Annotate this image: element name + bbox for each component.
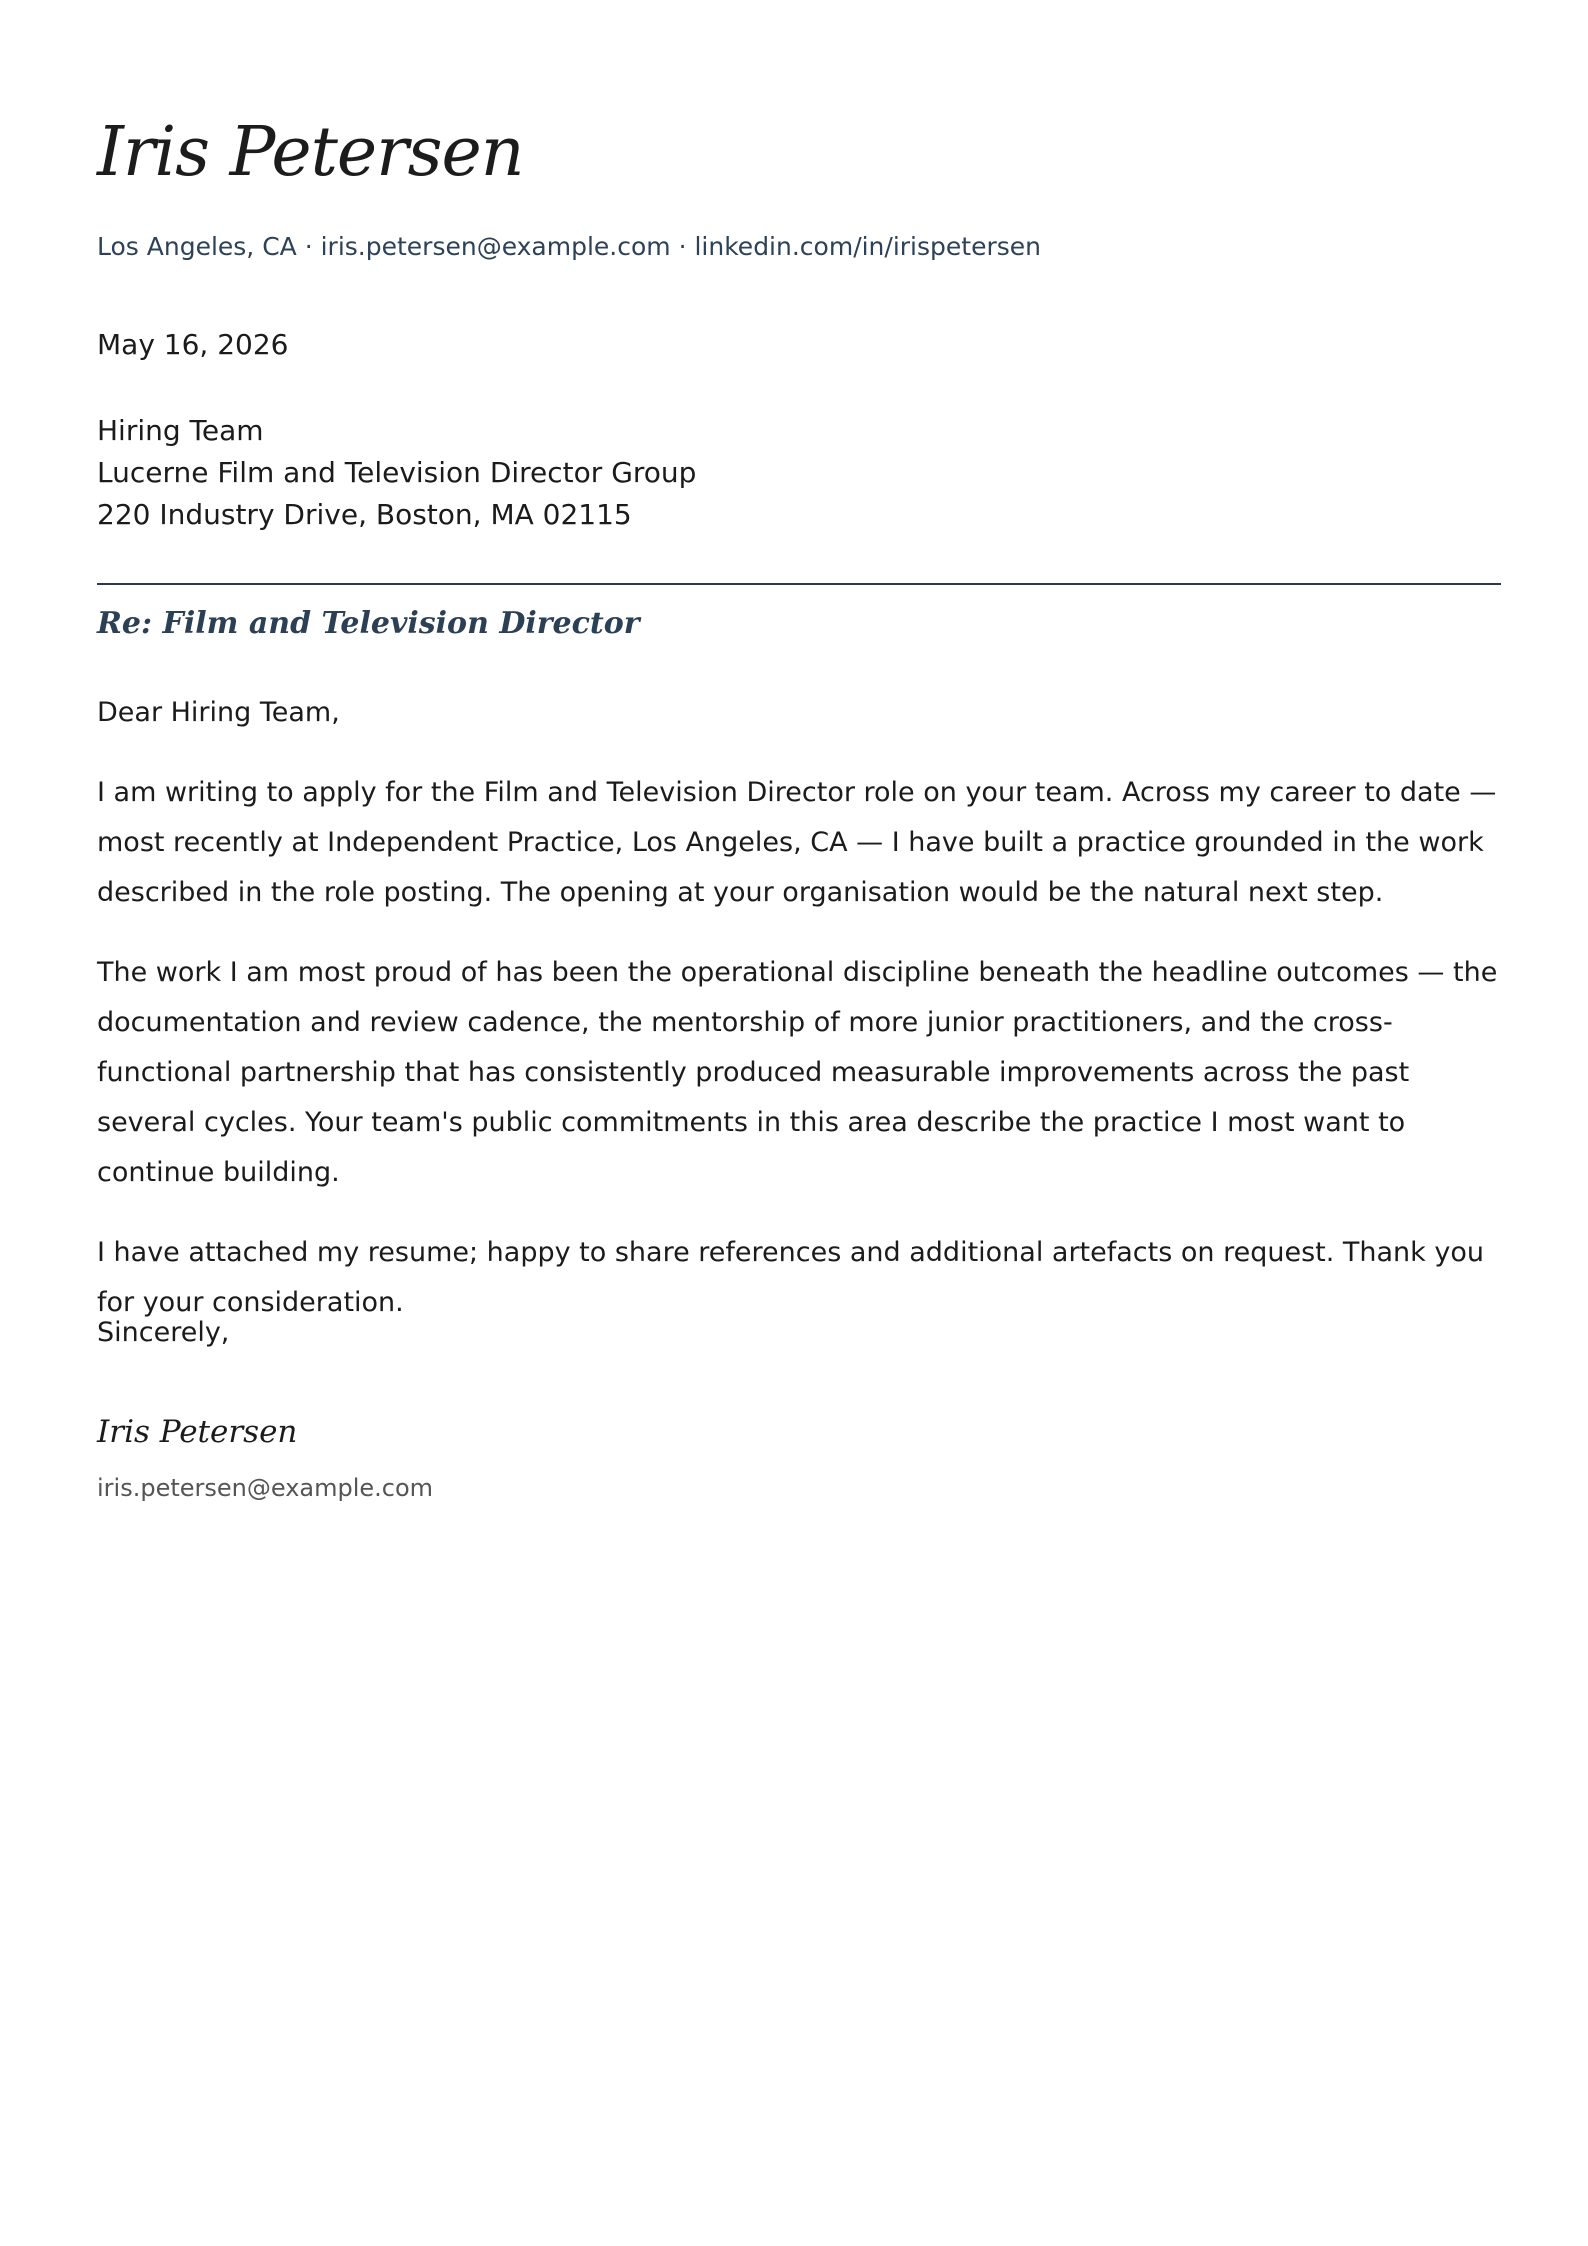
divider	[97, 583, 1501, 585]
recipient-line: Lucerne Film and Television Director Group	[97, 456, 697, 489]
signoff: Sincerely,	[97, 1317, 230, 1348]
greeting: Dear Hiring Team,	[97, 697, 340, 728]
contact-line: Los Angeles, CA · iris.petersen@example.com · linkedin.com/in/irispetersen	[97, 232, 1041, 261]
recipient-line: 220 Industry Drive, Boston, MA 02115	[97, 498, 632, 531]
letter-body	[97, 688, 1501, 1358]
body-paragraph: I am writing to apply for the Film and Television Director role on your team. Across my career to date — most recently at Independent Practice, Los Angeles, CA — I have built a practice grounded in the work described in the role posting. The opening at your organisation would be the natural next step.	[97, 777, 1497, 908]
recipient-line: Hiring Team	[97, 414, 264, 447]
subject-line: Re: Film and Television Director	[97, 606, 640, 641]
letter-date: May 16, 2026	[97, 328, 289, 361]
applicant-name: Iris Petersen	[97, 113, 524, 192]
signature-email: iris.petersen@example.com	[97, 1474, 434, 1502]
signature-name: Iris Petersen	[97, 1414, 298, 1450]
recipient-block	[97, 410, 696, 536]
body-paragraph: I have attached my resume; happy to share references and additional artefacts on request. Thank you for your consideration.	[97, 1237, 1484, 1318]
body-paragraph: The work I am most proud of has been the operational discipline beneath the headline outcomes — the documentation and review cadence, the mentorship of more junior practitioners, and the cross-functional partnership that has consistently produced measurable improvements across the past several cycles. Your team's public commitments in this area describe the practice I most want to continue building.	[97, 957, 1498, 1188]
